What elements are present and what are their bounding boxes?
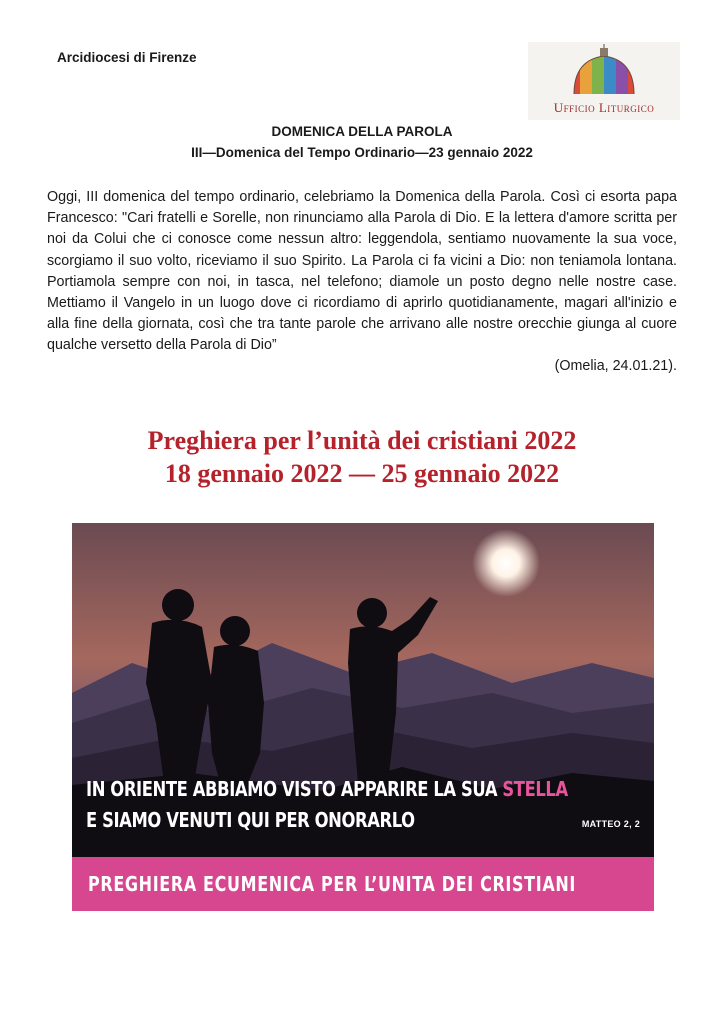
logo-text: Ufficio Liturgico [553,100,655,115]
ufficio-liturgico-logo [528,42,680,120]
poster-headline-text: IN ORIENTE ABBIAMO VISTO APPARIRE LA SUA [86,777,503,801]
prayer-title: Preghiera per l’unità dei cristiani 2022 [147,426,577,455]
sunset-silhouette-image [72,523,654,911]
body-paragraph: Oggi, III domenica del tempo ordinario, celebriamo la Domenica della Parola. Così ci esorta papa Francesco: "Cari fratelli e Sorelle, non rinunciamo alla Parola di Dio. E la lettera d'amore scritta per noi da Colui che ci conosce come nessun altro: leggendola, sentiamo nuovamente la sua voce, scorgiamo il suo volto, riceviamo il suo Spirito. La Parola ci fa vicini a Dio: non teniamola lontana. Portiamola sempre con noi, in tasca, nel telefono; diamole un posto degno nelle nostre case. Mettiamo il Vangelo in un luogo dove ci ricordiamo di aprirlo quotidianamente, magari all'inizio e alla fine della giornata, così che tra tante parole che arrivano alle nostre orecchie giunga al cuore qualche versetto della Parola di Dio” [47,189,677,354]
page-subtitle: III—Domenica del Tempo Ordinario—23 gennaio 2022 [191,145,533,160]
poster-highlight-word: STELLA [502,777,568,801]
body-paragraph-container [47,187,677,357]
poster-pink-band [72,857,654,911]
prayer-poster-image [72,523,654,911]
page-title: DOMENICA DELLA PAROLA [271,124,453,139]
poster-band-text: PREGHIERA ECUMENICA PER L’UNITA DEI CRISTIANI [88,872,576,896]
poster-scripture-reference: MATTEO 2, 2 [581,819,640,829]
prayer-dates: 18 gennaio 2022 — 25 gennaio 2022 [164,459,560,488]
citation: (Omelia, 24.01.21). [554,358,677,374]
poster-headline-line2: E SIAMO VENUTI QUI PER ONORARLO [86,808,415,832]
organization-name: Arcidiocesi di Firenze [57,50,197,65]
poster-headline-line1 [86,777,568,801]
